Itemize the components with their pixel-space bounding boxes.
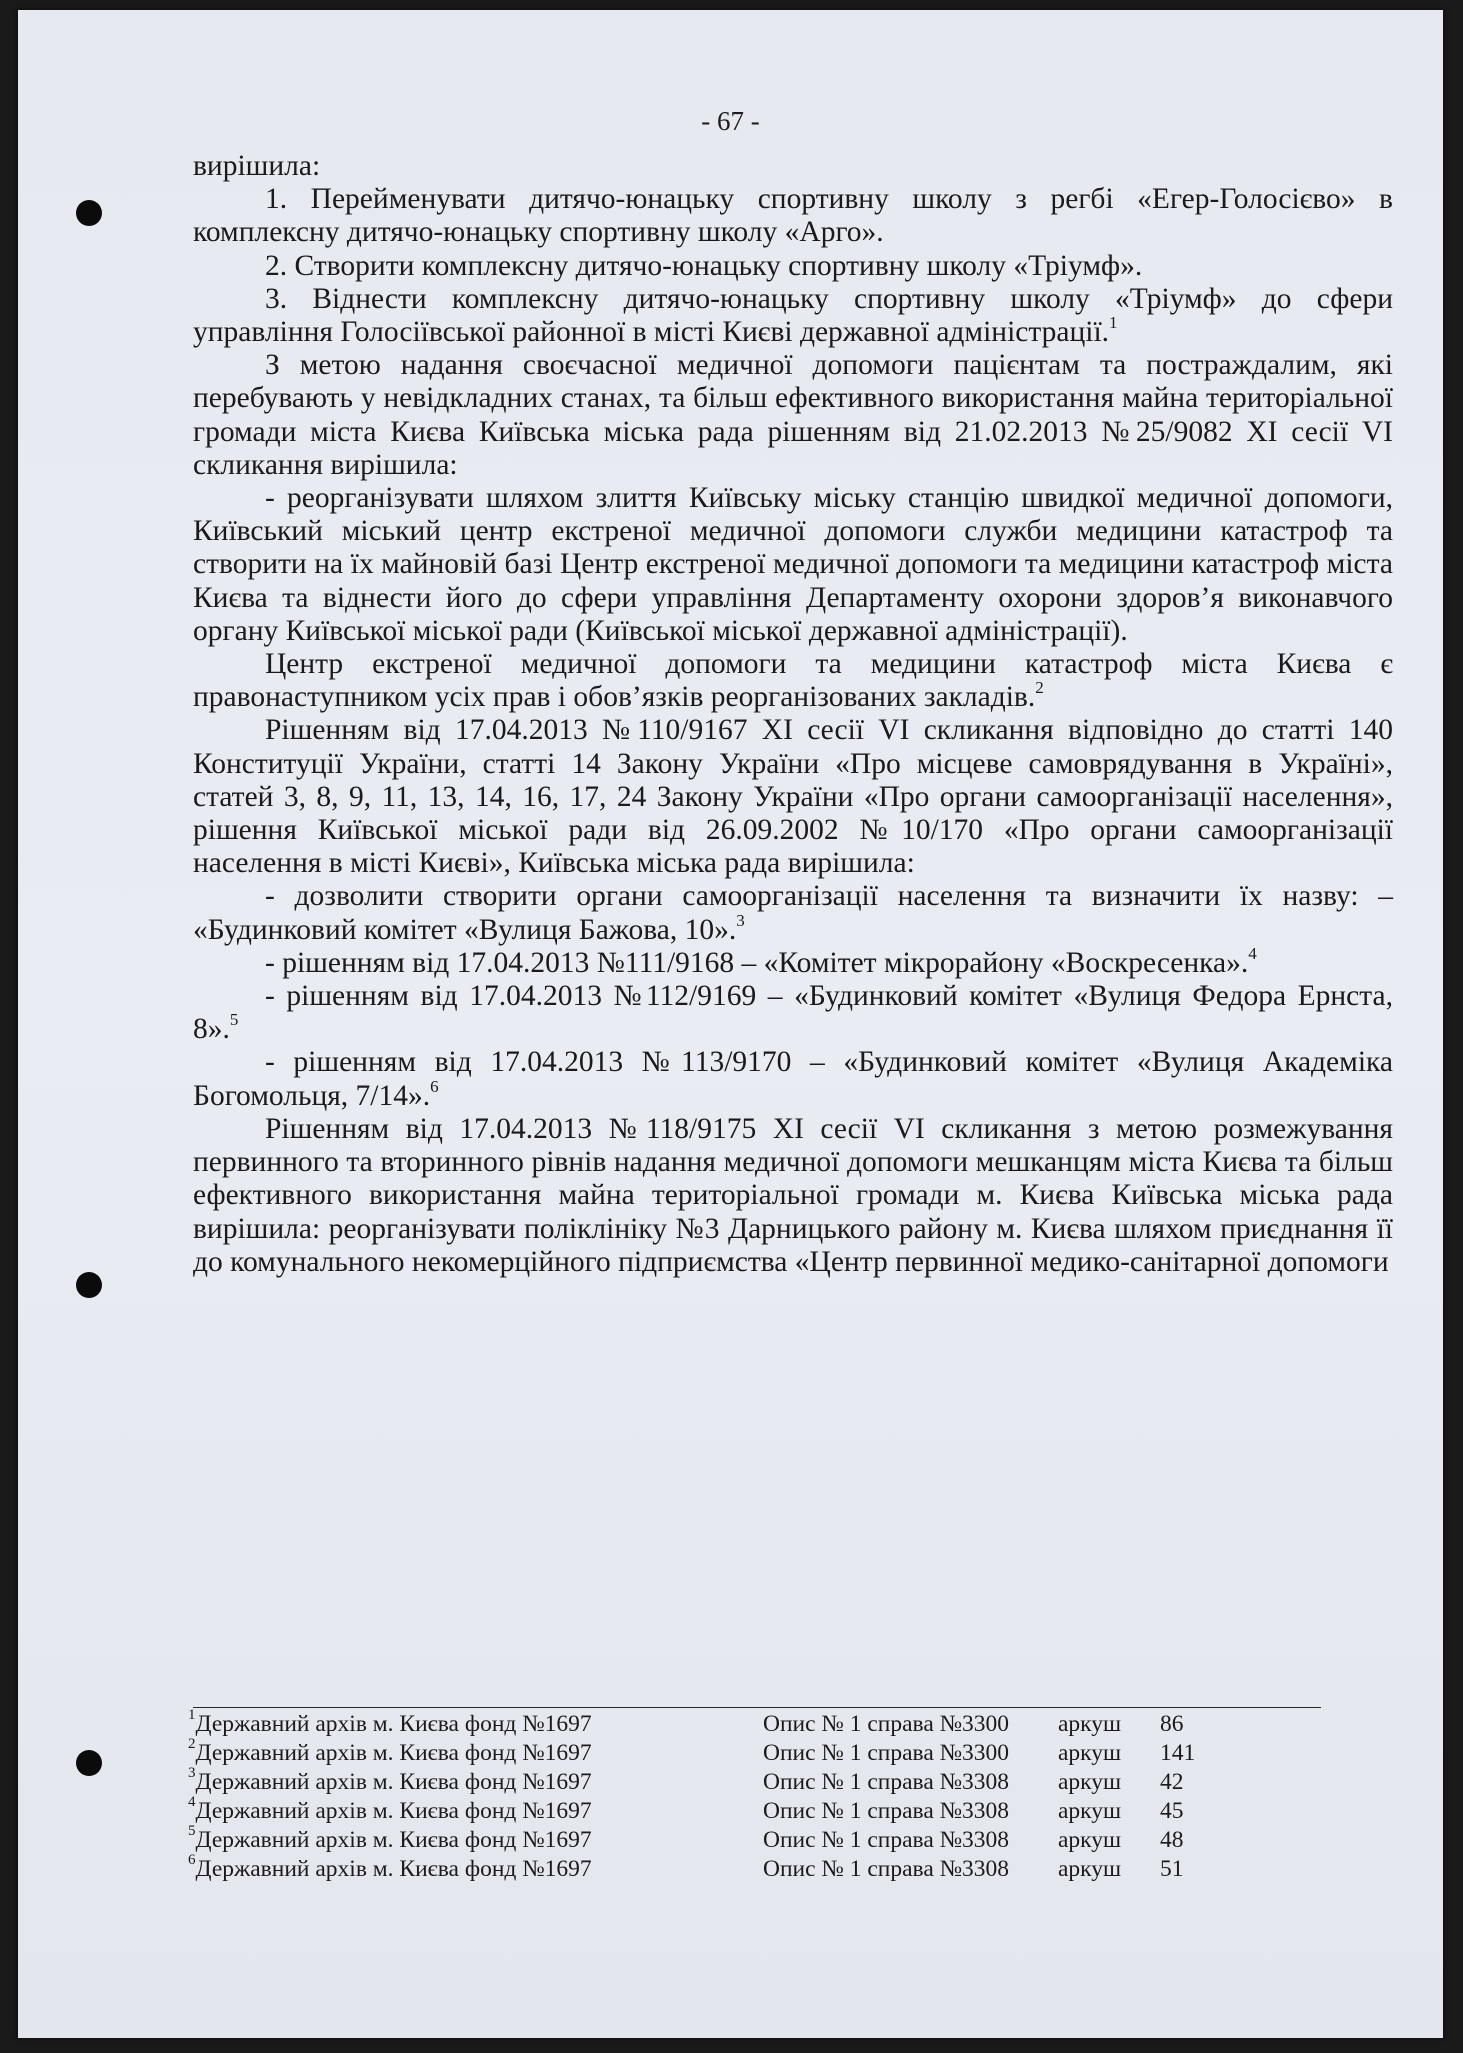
footnote-ref: 2 (1035, 678, 1044, 698)
punch-hole (76, 1750, 102, 1776)
paragraph: вирішила: (193, 150, 321, 182)
footnote-number: 6 (188, 1852, 196, 1869)
footnote-ref: 5 (229, 1010, 239, 1030)
footnote-opis: Опис № 1 справа №3308 (763, 1798, 1010, 1824)
punch-hole (76, 200, 102, 226)
paragraph: Рішенням від 17.04.2013 №110/9167 XI сесії VI скликання відповідно до статті 140 Конституції України, статті 14 Закону України «Про місцеве самоврядування в Україні», статей 3, 8, 9, 11, 13, 14, 16, 17, 24 Закону України «Про органи самоорганізації населення», рішення Київської міської ради від 26.09.2002 №10/170 «Про органи самоорганізації населення в місті Києві», Київська міська рада вирішила: (193, 714, 1393, 880)
paragraph: Рішенням від 17.04.2013 №118/9175 XI сесії VI скликання з метою розмежування первинного та вторинного рівнів надання медичної допомоги мешканцям міста Києва та більш ефективного використання майна територіальної громади м. Києва Київська міська рада вирішила: реорганізувати поліклініку №3 Дарницького району м. Києва шляхом приєднання її до комунального некомерційного підприємства «Центр первинної медико-санітарної допомоги (193, 1112, 1393, 1278)
footnote-item (188, 1707, 1338, 1739)
paragraph: - дозволити створити органи самоорганізації населення та визначити їх назву: – «Будинковий комітет «Вулиця Бажова, 10».$^3$ (193, 880, 1393, 946)
footnote-divider (193, 1707, 1321, 1708)
paragraph: - рішенням від 17.04.2013 №113/9170 – «Будинковий комітет «Вулиця Академіка Богомольця, 7/14».$^6$ (193, 1046, 1393, 1112)
footnote-arkush-label: аркуш (1058, 1827, 1122, 1853)
footnote-arkush-number: 141 (1160, 1740, 1196, 1766)
footnote-arkush-number: 45 (1160, 1798, 1184, 1824)
footnote-arkush-number: 42 (1160, 1769, 1184, 1795)
paragraph: - реорганізувати шляхом злиття Київську міську станцію швидкої медичної допомоги, Київський міський центр екстреної медичної допомоги служби медицини катастроф та створити на їх майновій базі Центр екстреної медичної допомоги та медицини катастроф міста Києва та віднести його до сфери управління Департаменту охорони здоров’я виконавчого органу Київської міської ради (Київської міської державної адміністрації). (193, 482, 1393, 647)
footnote-source: Державний архів м. Києва фонд №1697 (195, 1827, 592, 1853)
footnote-arkush-label: аркуш (1058, 1856, 1122, 1882)
punch-hole (76, 1272, 102, 1298)
footnote-opis: Опис № 1 справа №3300 (763, 1740, 1010, 1766)
footnote-number: 5 (188, 1823, 196, 1840)
footnote-opis: Опис № 1 справа №3308 (763, 1769, 1010, 1795)
footnote-number: 4 (188, 1794, 196, 1811)
footnote-source: Державний архів м. Києва фонд №1697 (195, 1711, 592, 1737)
document-page (18, 10, 1443, 2038)
footnote-item (188, 1852, 1338, 1884)
footnote-ref: 1 (1109, 313, 1118, 333)
footnote-number: 2 (188, 1736, 196, 1753)
footnote-item (188, 1823, 1338, 1855)
footnote-arkush-label: аркуш (1058, 1798, 1122, 1824)
footnote-ref: 4 (1248, 944, 1257, 964)
footnotes (188, 1707, 1338, 1884)
footnote-item (188, 1765, 1338, 1797)
paragraph: 3. Віднести комплексну дитячо-юнацьку спортивну школу «Тріумф» до сфери управління Голосіївської районної в місті Києві державної адміністрації.$^1$ (193, 282, 1393, 349)
paragraph: Центр екстреної медичної допомоги та медицини катастроф міста Києва є правонаступником усіх прав і обов’язків реорганізованих закладів.$^2$ (193, 648, 1393, 714)
footnote-arkush-number: 48 (1160, 1827, 1184, 1853)
paragraph: 2. Створити комплексну дитячо-юнацьку спортивну школу «Тріумф». (265, 249, 1143, 282)
footnote-arkush-label: аркуш (1058, 1740, 1122, 1766)
footnote-number: 3 (188, 1765, 196, 1782)
footnote-arkush-label: аркуш (1058, 1711, 1122, 1737)
footnote-number: 1 (188, 1707, 196, 1724)
document-body (193, 150, 1393, 1279)
paragraph: 1. Перейменувати дитячо-юнацьку спортивну школу з регбі «Егер-Голосієво» в комплексну дитячо-юнацьку спортивну школу «Арго». (193, 183, 1393, 249)
footnote-arkush-number: 86 (1160, 1711, 1184, 1737)
footnote-item (188, 1794, 1338, 1826)
paragraph: - рішенням від 17.04.2013 №112/9169 – «Будинковий комітет «Вулиця Федора Ернста, 8».$^5$ (193, 980, 1393, 1046)
footnote-opis: Опис № 1 справа №3308 (763, 1856, 1010, 1882)
footnote-source: Державний архів м. Києва фонд №1697 (195, 1740, 592, 1766)
paragraph: З метою надання своєчасної медичної допомоги пацієнтам та постраждалим, які перебувають у невідкладних станах, та більш ефективного використання майна територіальної громади міста Києва Київська міська рада рішенням від 21.02.2013 №25/9082 XI сесії VI скликання вирішила: (193, 349, 1393, 481)
footnote-ref: 6 (430, 1076, 439, 1096)
footnote-arkush-label: аркуш (1058, 1769, 1122, 1795)
footnote-opis: Опис № 1 справа №3308 (763, 1827, 1010, 1853)
footnote-source: Державний архів м. Києва фонд №1697 (195, 1856, 592, 1882)
footnote-source: Державний архів м. Києва фонд №1697 (195, 1769, 592, 1795)
footnote-arkush-number: 51 (1160, 1856, 1184, 1882)
footnote-source: Державний архів м. Києва фонд №1697 (195, 1798, 592, 1824)
footnote-ref: 3 (736, 910, 745, 930)
page-number: - 67 - (701, 106, 760, 136)
paragraph: - рішенням від 17.04.2013 №111/9168 – «Комітет мікрорайону «Воскресенка».$^4$ (265, 944, 1257, 979)
footnote-item (188, 1736, 1338, 1768)
footnote-opis: Опис № 1 справа №3300 (763, 1711, 1010, 1737)
